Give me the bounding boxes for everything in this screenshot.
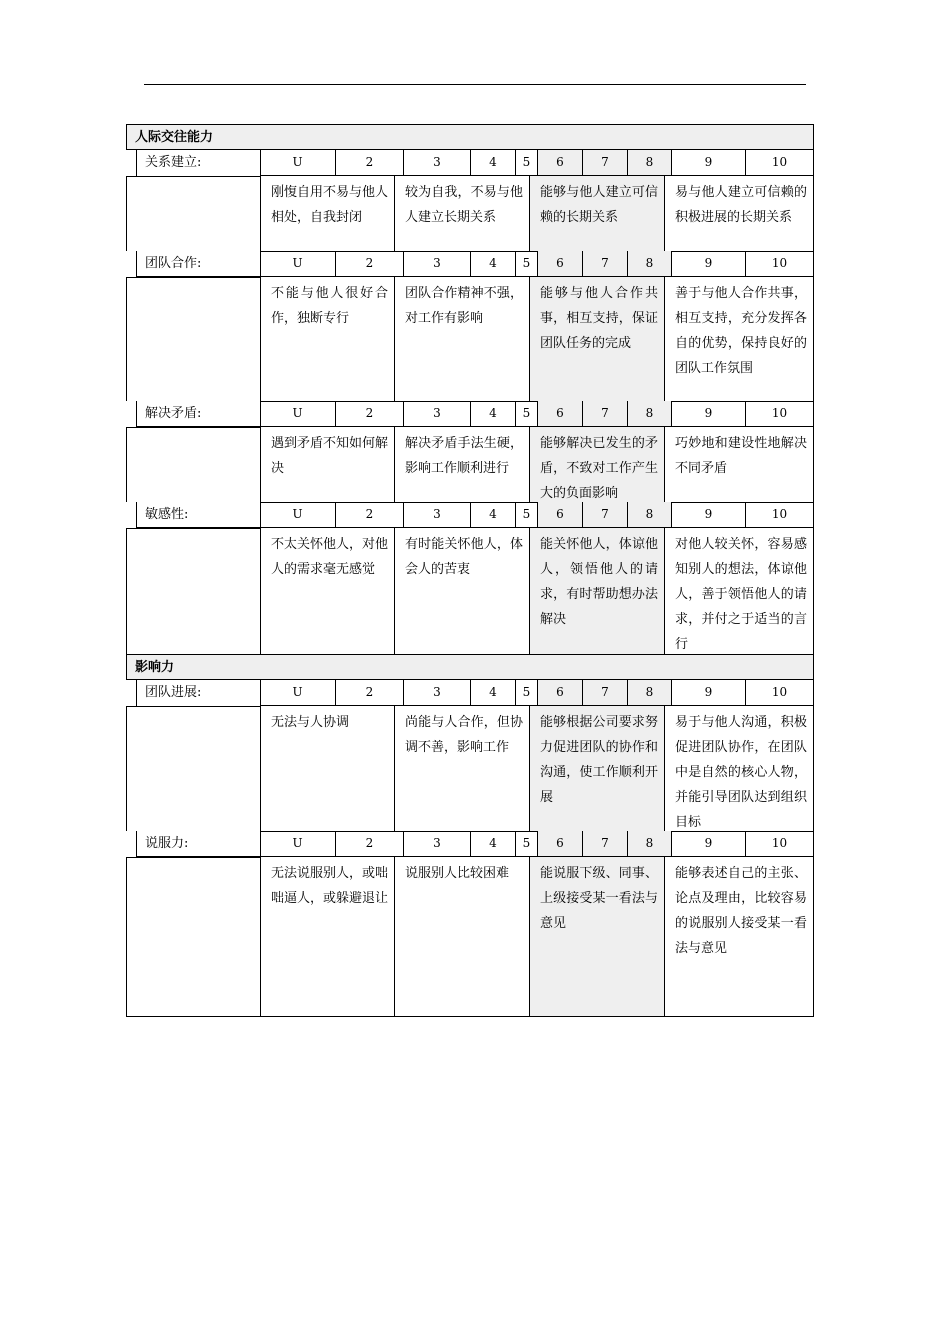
score-cell[interactable]: 4	[471, 401, 516, 427]
evaluation-form	[126, 124, 814, 1017]
level-description: 能够根据公司要求努力促进团队的协作和沟通，使工作顺利开展	[529, 706, 664, 831]
level-description: 能说服下级、同事、上级接受某一看法与意见	[529, 857, 664, 1017]
score-cell[interactable]: 6	[538, 831, 583, 857]
score-cell[interactable]: 9	[672, 502, 746, 528]
level-description: 刚愎自用不易与他人相处，自我封闭	[260, 176, 394, 251]
level-description: 巧妙地和建设性地解决不同矛盾	[664, 427, 814, 502]
score-cell[interactable]: 10	[746, 251, 814, 277]
section-header-influence: 影响力	[126, 654, 814, 680]
level-description: 易与他人建立可信赖的积极进展的长期关系	[664, 176, 814, 251]
score-cell[interactable]: 5	[516, 831, 538, 857]
score-cell[interactable]: 8	[628, 150, 672, 176]
score-cell[interactable]: 6	[538, 251, 583, 277]
level-description: 对他人较关怀，容易感知别人的想法，体谅他人，善于领悟他人的请求，并付之于适当的言行	[664, 528, 814, 654]
score-cell[interactable]: 5	[516, 680, 538, 706]
score-cell[interactable]: 8	[628, 831, 672, 857]
score-cell[interactable]: U	[260, 150, 336, 176]
level-description: 能够解决已发生的矛盾，不致对工作产生大的负面影响	[529, 427, 664, 502]
score-cell[interactable]: 6	[538, 150, 583, 176]
blank-cell	[126, 857, 260, 1017]
score-cell[interactable]: 7	[583, 831, 628, 857]
score-cell[interactable]: 10	[746, 680, 814, 706]
score-cell[interactable]: U	[260, 401, 336, 427]
score-cell[interactable]: 3	[404, 831, 471, 857]
level-description: 能够表述自己的主张、论点及理由，比较容易的说服别人接受某一看法与意见	[664, 857, 814, 1017]
level-description: 能关怀他人，体谅他人，领悟他人的请求，有时帮助想办法解决	[529, 528, 664, 654]
score-cell[interactable]: 2	[336, 401, 404, 427]
score-cell[interactable]: 4	[471, 150, 516, 176]
desc-row-persuasion	[126, 857, 814, 1017]
desc-row-sensitivity	[126, 528, 814, 654]
level-description: 善于与他人合作共事，相互支持，充分发挥各自的优势，保持良好的团队工作氛围	[664, 277, 814, 401]
level-description: 易于与他人沟通，积极促进团队协作，在团队中是自然的核心人物，并能引导团队达到组织目标	[664, 706, 814, 831]
score-cell[interactable]: 8	[628, 502, 672, 528]
level-description: 遇到矛盾不知如何解决	[260, 427, 394, 502]
criterion-label: 说服力:	[136, 831, 260, 857]
criterion-label: 关系建立:	[136, 150, 260, 176]
score-cell[interactable]: U	[260, 502, 336, 528]
score-cell[interactable]: 6	[538, 401, 583, 427]
score-cell[interactable]: 3	[404, 680, 471, 706]
score-cell[interactable]: 5	[516, 251, 538, 277]
desc-row-team-progress	[126, 706, 814, 831]
score-cell[interactable]: 10	[746, 150, 814, 176]
score-cell[interactable]: 2	[336, 831, 404, 857]
score-cell[interactable]: 8	[628, 251, 672, 277]
score-cell[interactable]: 5	[516, 502, 538, 528]
score-cell[interactable]: 2	[336, 680, 404, 706]
level-description: 尚能与人合作，但协调不善，影响工作	[394, 706, 529, 831]
blank-cell	[126, 176, 260, 251]
level-description: 不能与他人很好合作，独断专行	[260, 277, 394, 401]
score-cell[interactable]: 2	[336, 502, 404, 528]
score-cell[interactable]: 8	[628, 401, 672, 427]
score-cell[interactable]: 9	[672, 401, 746, 427]
level-description: 团队合作精神不强，对工作有影响	[394, 277, 529, 401]
criterion-label: 敏感性:	[136, 502, 260, 528]
score-cell[interactable]: 4	[471, 251, 516, 277]
score-cell[interactable]: 7	[583, 680, 628, 706]
score-cell[interactable]: 4	[471, 831, 516, 857]
level-description: 较为自我，不易与他人建立长期关系	[394, 176, 529, 251]
score-cell[interactable]: 4	[471, 502, 516, 528]
score-row-sensitivity	[126, 502, 814, 528]
score-row-team-progress	[126, 680, 814, 706]
score-row-persuasion	[126, 831, 814, 857]
score-cell[interactable]: U	[260, 251, 336, 277]
desc-row-relationship	[126, 176, 814, 251]
score-row-relationship	[126, 150, 814, 176]
score-cell[interactable]: 7	[583, 401, 628, 427]
score-cell[interactable]: 3	[404, 502, 471, 528]
score-cell[interactable]: 7	[583, 502, 628, 528]
level-description: 无法与人协调	[260, 706, 394, 831]
score-cell[interactable]: 9	[672, 831, 746, 857]
score-cell[interactable]: 10	[746, 831, 814, 857]
criterion-label: 团队进展:	[136, 680, 260, 706]
score-cell[interactable]: U	[260, 680, 336, 706]
blank-cell	[126, 528, 260, 654]
header-rule	[144, 84, 806, 85]
score-cell[interactable]: 10	[746, 401, 814, 427]
score-cell[interactable]: 7	[583, 251, 628, 277]
score-cell[interactable]: 9	[672, 251, 746, 277]
score-cell[interactable]: 5	[516, 150, 538, 176]
score-cell[interactable]: 3	[404, 401, 471, 427]
score-row-conflict	[126, 401, 814, 427]
score-cell[interactable]: 2	[336, 150, 404, 176]
score-cell[interactable]: 10	[746, 502, 814, 528]
level-description: 解决矛盾手法生硬，影响工作顺利进行	[394, 427, 529, 502]
level-description: 能够与他人合作共事，相互支持，保证团队任务的完成	[529, 277, 664, 401]
level-description: 有时能关怀他人，体会人的苦衷	[394, 528, 529, 654]
level-description: 不太关怀他人，对他人的需求毫无感觉	[260, 528, 394, 654]
desc-row-teamwork	[126, 277, 814, 401]
score-cell[interactable]: 6	[538, 680, 583, 706]
score-cell[interactable]: U	[260, 831, 336, 857]
score-cell[interactable]: 5	[516, 401, 538, 427]
score-cell[interactable]: 8	[628, 680, 672, 706]
section-header-interpersonal: 人际交往能力	[126, 124, 814, 150]
score-cell[interactable]: 3	[404, 251, 471, 277]
level-description: 能够与他人建立可信赖的长期关系	[529, 176, 664, 251]
score-cell[interactable]: 6	[538, 502, 583, 528]
criterion-label: 团队合作:	[136, 251, 260, 277]
score-cell[interactable]: 9	[672, 680, 746, 706]
score-cell[interactable]: 2	[336, 251, 404, 277]
score-cell[interactable]: 7	[583, 150, 628, 176]
score-row-teamwork	[126, 251, 814, 277]
level-description: 说服别人比较困难	[394, 857, 529, 1017]
blank-cell	[126, 706, 260, 831]
desc-row-conflict	[126, 427, 814, 502]
score-cell[interactable]: 3	[404, 150, 471, 176]
level-description: 无法说服别人，或咄咄逼人，或躲避退让	[260, 857, 394, 1017]
score-cell[interactable]: 4	[471, 680, 516, 706]
blank-cell	[126, 427, 260, 502]
score-cell[interactable]: 9	[672, 150, 746, 176]
blank-cell	[126, 277, 260, 401]
criterion-label: 解决矛盾:	[136, 401, 260, 427]
